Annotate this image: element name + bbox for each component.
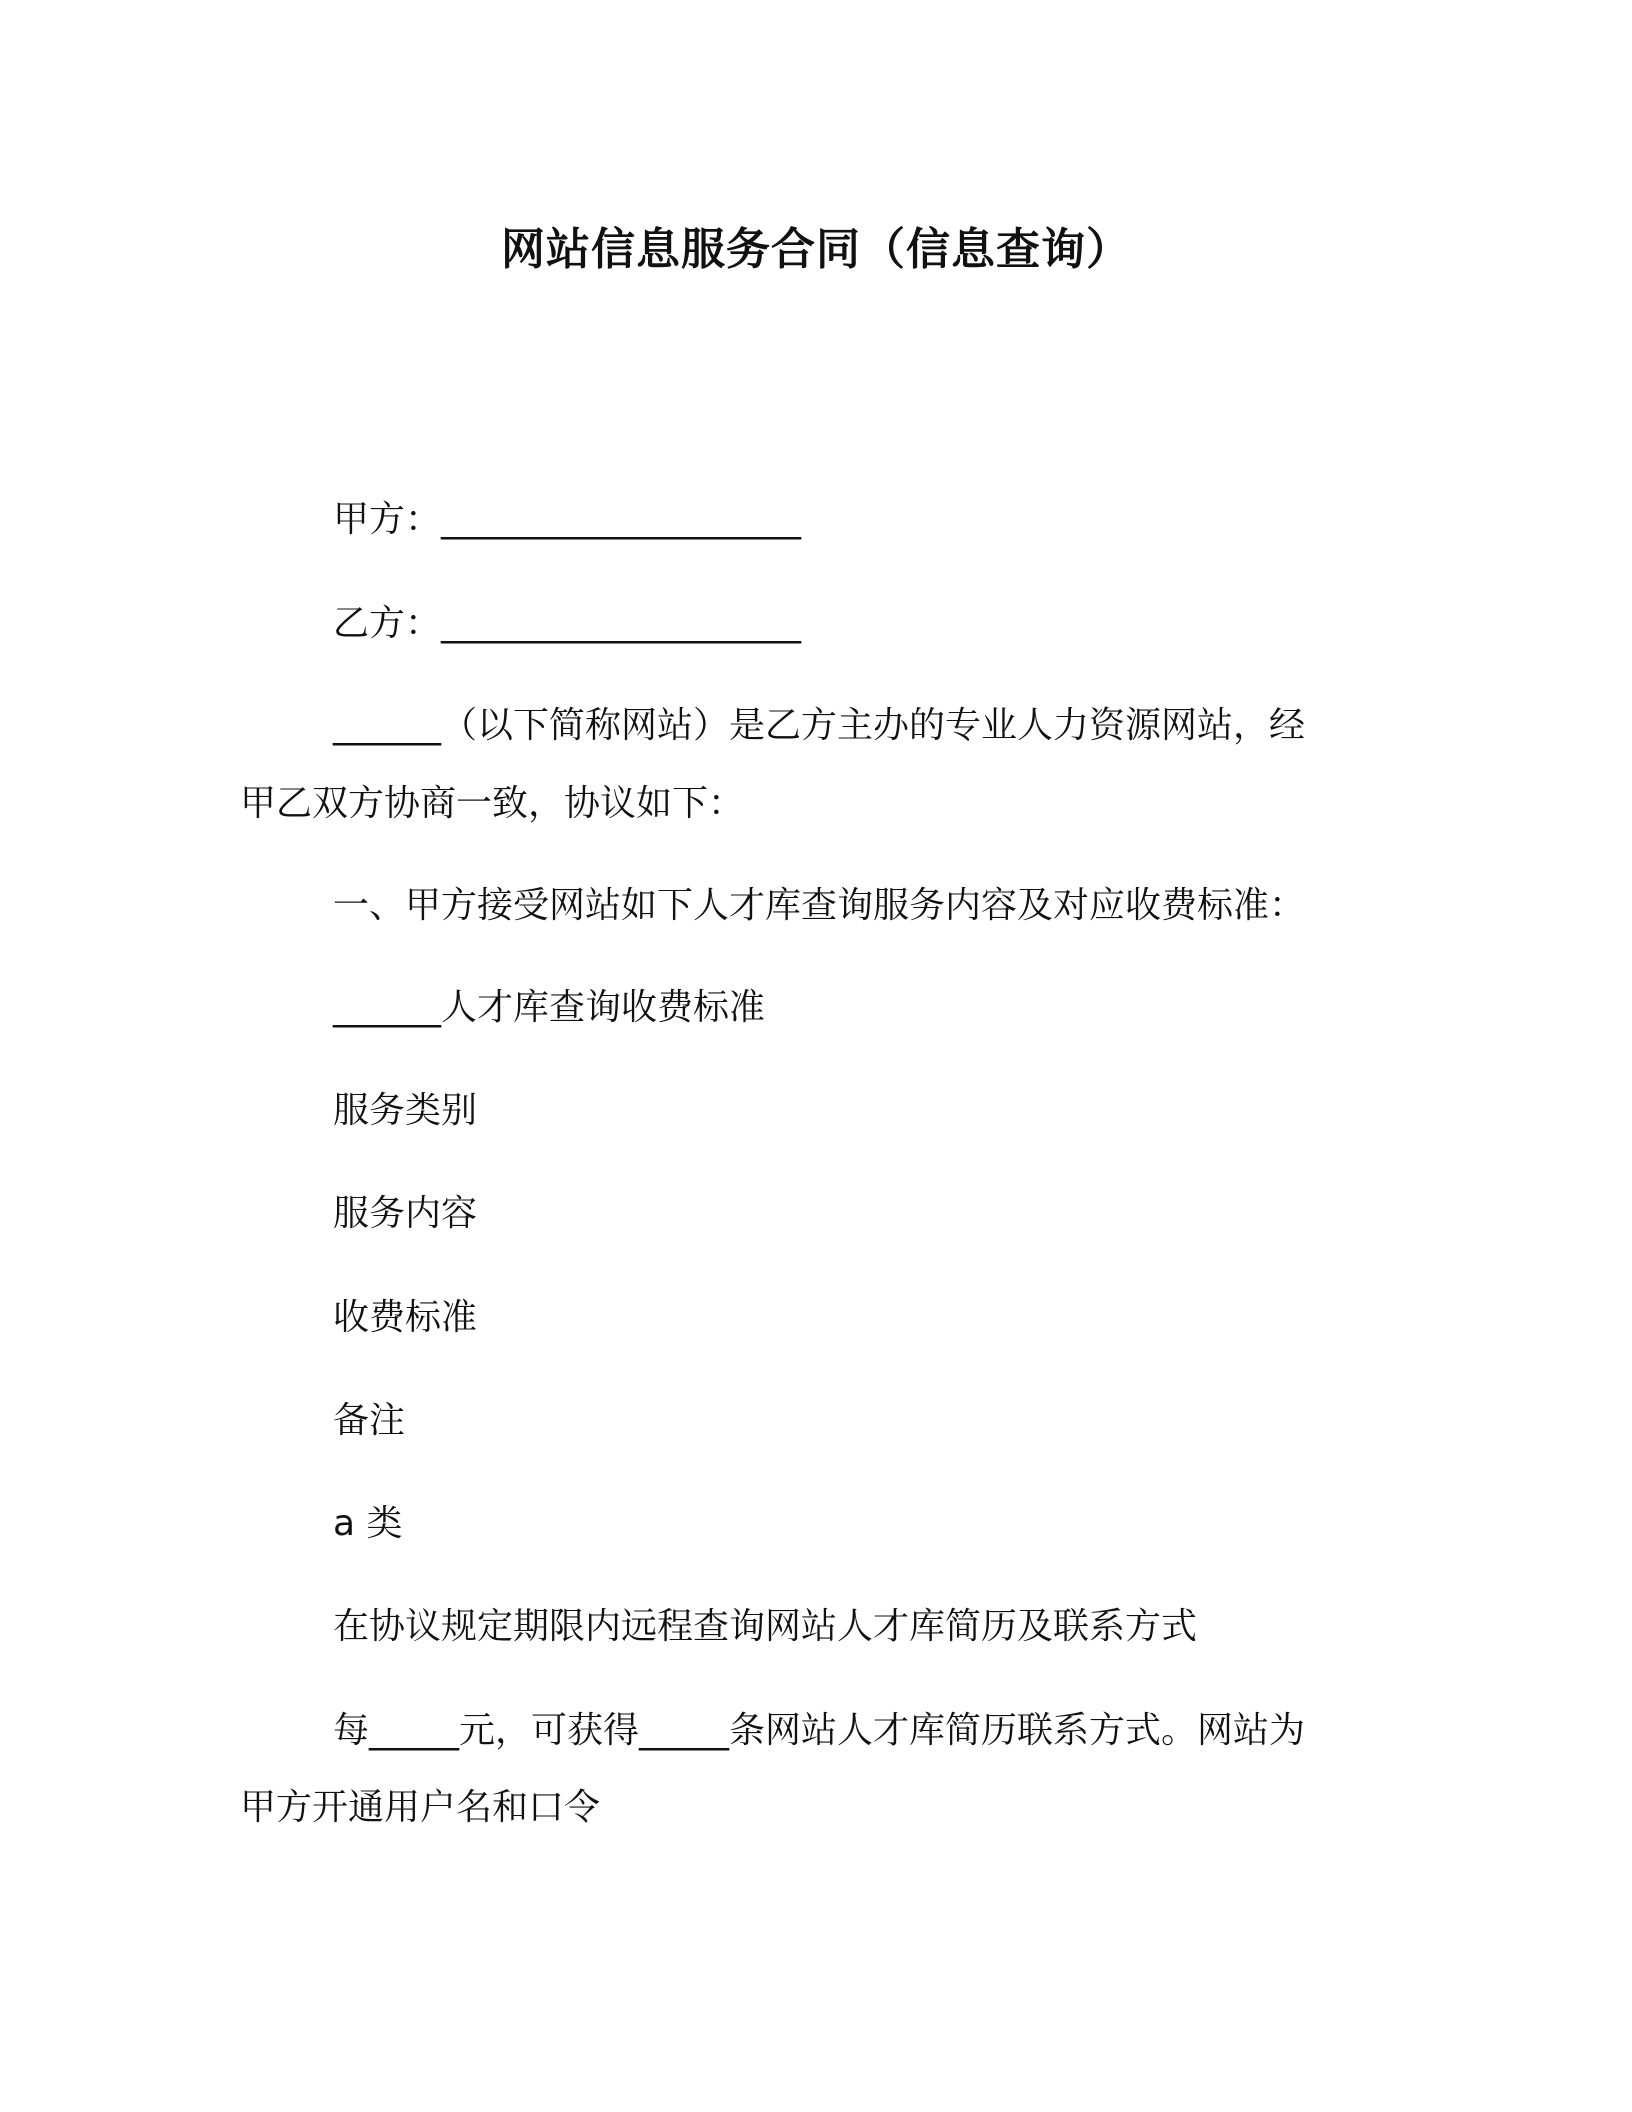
party-a-line: 甲方：____________________ bbox=[333, 499, 802, 540]
category-a-content: 在协议规定期限内远程查询网站人才库简历及联系方式 bbox=[333, 1606, 1198, 1647]
document-title: 网站信息服务合同（信息查询） bbox=[501, 224, 1131, 275]
category-a-fee-line-1: 每_____元，可获得_____条网站人才库简历联系方式。网站为 bbox=[333, 1710, 1306, 1751]
intro-paragraph-line-2: 甲乙双方协商一致，协议如下： bbox=[240, 783, 745, 824]
party-b-line: 乙方：____________________ bbox=[333, 603, 802, 644]
intro-paragraph-line-1: ______（以下简称网站）是乙方主办的专业人力资源网站，经 bbox=[333, 705, 1306, 746]
remarks-label: 备注 bbox=[333, 1400, 406, 1441]
category-a-label: a 类 bbox=[333, 1503, 403, 1544]
service-content-label: 服务内容 bbox=[333, 1193, 478, 1234]
clause-one-heading: 一、甲方接受网站如下人才库查询服务内容及对应收费标准： bbox=[333, 885, 1306, 926]
category-a-fee-line-2: 甲方开通用户名和口令 bbox=[240, 1787, 601, 1828]
service-category-label: 服务类别 bbox=[333, 1090, 478, 1131]
fee-standard-heading: ______人才库查询收费标准 bbox=[333, 987, 766, 1028]
fee-label: 收费标准 bbox=[333, 1297, 478, 1338]
